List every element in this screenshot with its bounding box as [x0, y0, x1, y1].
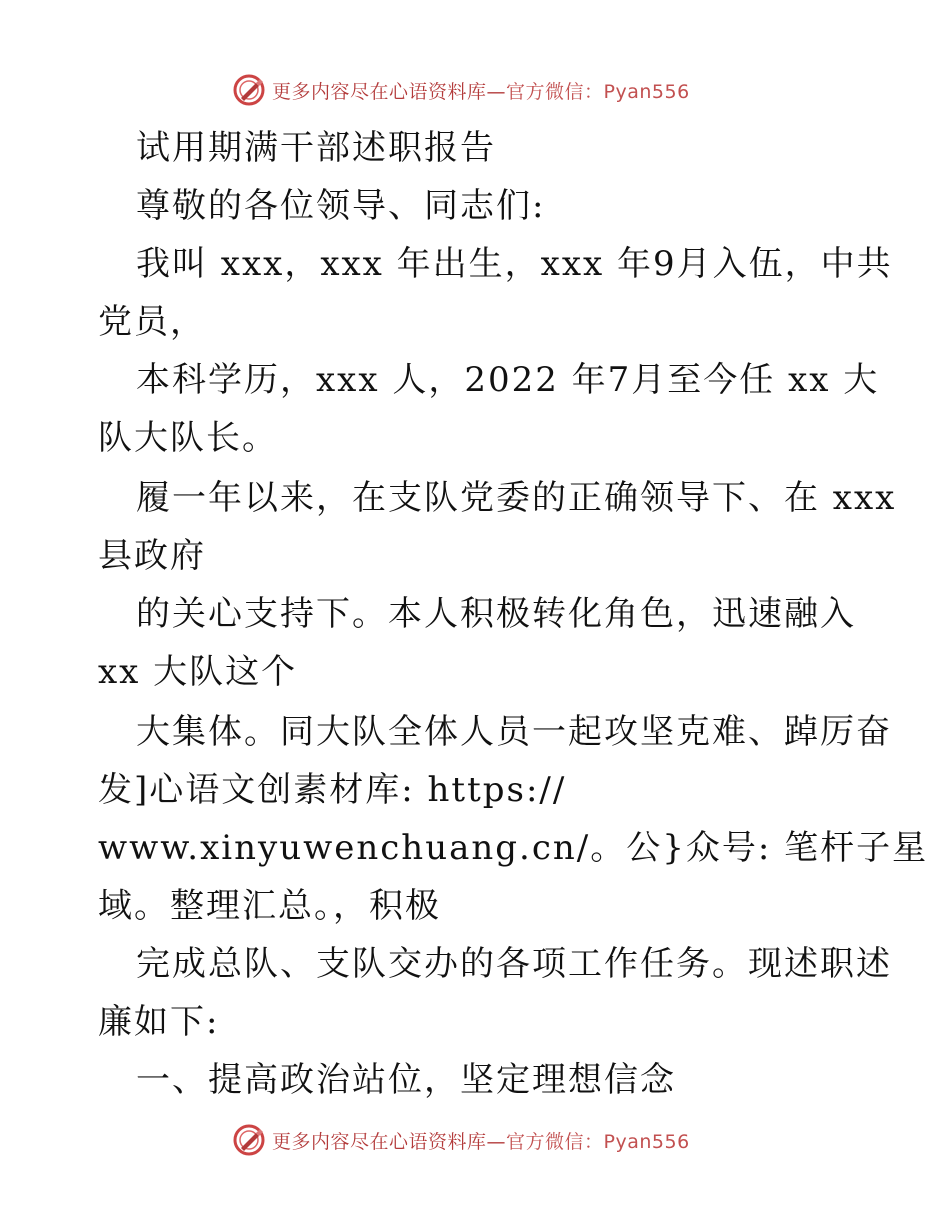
paragraph-line: 廉如下: [98, 1002, 220, 1042]
paragraph-line: 党员， [98, 302, 206, 342]
banner-wechat: 官方微信：Pyan556 [506, 80, 690, 103]
banner-title: 更多内容尽在心语资料库 [272, 80, 487, 103]
paragraph-line: www.xinyuwenchuang.cn/。公}众号: 笔杆子星 [98, 828, 929, 868]
paragraph-line: 大集体。同大队全体人员一起攻坚克难、踔厉奋 [136, 712, 892, 752]
paragraph-line: 的关心支持下。本人积极转化角色，迅速融入 [136, 594, 856, 634]
paragraph-line: 发]心语文创素材库: https:// [98, 770, 567, 810]
paragraph-line: 完成总队、支队交办的各项工作任务。现述职述 [136, 944, 892, 984]
section-heading: 一、提高政治站位，坚定理想信念 [136, 1060, 676, 1100]
banner-separator: — [486, 1130, 507, 1153]
paragraph-line: 履一年以来，在支队党委的正确领导下、在 xxx [136, 478, 897, 518]
banner-wechat: 官方微信：Pyan556 [506, 1130, 690, 1153]
document-title: 试用期满干部述职报告 [136, 128, 496, 168]
paragraph-line: 域。整理汇总。，积极 [98, 886, 441, 926]
paragraph-line: 本科学历，xxx 人，2022 年7月至今任 xx 大 [136, 360, 880, 400]
banner-title: 更多内容尽在心语资料库 [272, 1130, 487, 1153]
banner-separator: — [486, 80, 507, 103]
paragraph-line: xx 大队这个 [98, 652, 298, 692]
footer-banner [232, 1120, 690, 1160]
paragraph-line: 我叫 xxx，xxx 年出生，xxx 年9月入伍，中共 [136, 244, 893, 284]
paragraph-line: 队大队长。 [98, 418, 278, 458]
salutation-line: 尊敬的各位领导、同志们: [136, 186, 546, 226]
paragraph-line: 县政府 [98, 536, 206, 576]
pen-logo-icon [232, 1123, 266, 1157]
